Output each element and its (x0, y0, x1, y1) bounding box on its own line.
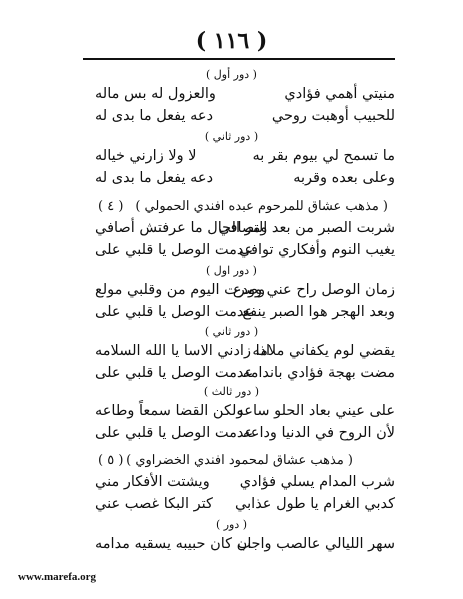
verse-left: وصرت اليوم من وقلبي مولع (95, 282, 266, 298)
verse-row (95, 425, 395, 445)
verse-label: ( دور ثاني ) (204, 325, 259, 338)
verse-label: ( دور اول ) (206, 264, 257, 277)
verse-left: ومر الحال ما عرفتش أصافي (95, 220, 268, 236)
header-divider (83, 58, 395, 60)
verse-label: ( دور أول ) (206, 68, 257, 81)
verse-left: عدمت الوصل يا قلبي على (95, 425, 254, 441)
section-number: ( ٥ ) (98, 453, 124, 468)
verse-row (95, 220, 395, 240)
verse-right: يقضي لوم يكفاني ملامه (252, 343, 395, 359)
verse-left: دعه يفعل ما بدى له (95, 108, 214, 124)
verse-row (95, 148, 395, 168)
verse-row (95, 403, 395, 423)
verse-left: ان كان حبيبه يسقيه مدامه (95, 536, 252, 552)
verse-label: ( دور ثالث ) (203, 385, 260, 398)
verse-left: دعه يفعل ما بدى له (95, 170, 214, 186)
verse-left: ويشتت الأفكار مني (95, 474, 210, 490)
verse-right: وبعد الهجر هوا الصبر ينفع (242, 304, 395, 320)
verse-row (95, 282, 395, 302)
verse-right: وعلى بعده وقربه (293, 170, 395, 186)
verse-row (95, 343, 395, 363)
verse-left: عدمت الوصل يا قلبي على (95, 365, 254, 381)
verse-row (95, 170, 395, 190)
verse-row (95, 496, 395, 516)
section-heading: ( مذهب عشاق لمحمود افندي الخضراوي ) (126, 453, 353, 468)
verse-right: مضت بهجة فؤادي باندامه (242, 365, 395, 381)
verse-row (95, 242, 395, 262)
verse-row (95, 474, 395, 494)
website-footer: www.marefa.org (18, 571, 96, 583)
verse-label: ( دور ) (215, 518, 248, 531)
verse-right: لأن الروح في الدنيا وداعه (243, 425, 395, 441)
verse-right: على عيني بعاد الحلو ساعه (236, 403, 395, 419)
verse-row (95, 86, 395, 106)
verse-right: كدبي الغرام يا طول عذابي (235, 496, 395, 512)
verse-left: كتر البكا غصب عني (95, 496, 213, 512)
verse-right: زمان الوصل راح عني وودع (232, 282, 395, 298)
verse-label: ( دور ثاني ) (204, 130, 259, 143)
verse-right: منيتي أهمي فؤادي (284, 86, 395, 102)
verse-right: سهر الليالي عالصب واجب (237, 536, 395, 552)
verse-row (95, 304, 395, 324)
verse-left: عدمت الوصل يا قلبي على (95, 242, 254, 258)
section-number: ( ٤ ) (98, 199, 124, 214)
verse-row (95, 365, 395, 385)
page-number: ( ١١٦ ) (195, 28, 268, 54)
verse-left: والعزول له بس ماله (95, 86, 216, 102)
verse-row (95, 536, 395, 556)
verse-left: ولكن القضا سمعاً وطاعه (95, 403, 244, 419)
verse-row (95, 108, 395, 128)
verse-right: شربت الصبر من بعد التصافي (218, 220, 395, 236)
verse-right: للحبيب أوهبت روحي (271, 108, 395, 124)
verse-right: يغيب النوم وأفكاري توافي (238, 242, 395, 258)
verse-left: لا ولا زارني خياله (95, 148, 197, 164)
verse-right: شرب المدام يسلي فؤادي (239, 474, 395, 490)
verse-left: عدمت الوصل يا قلبي على (95, 304, 254, 320)
verse-left: اذا زادني الاسا يا الله السلامه (95, 343, 271, 359)
section-heading: ( مذهب عشاق للمرحوم عبده افندي الحمولي ) (135, 199, 388, 214)
verse-right: ما تسمح لي بيوم بقر به (252, 148, 395, 164)
